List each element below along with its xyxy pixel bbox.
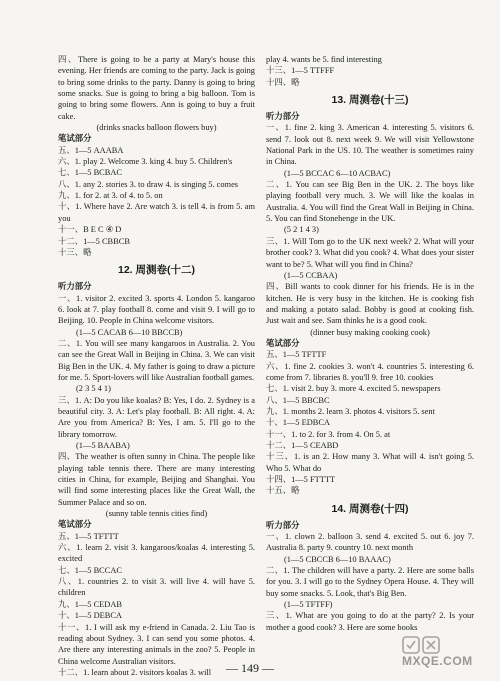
- word-bank-line: (sunny table tennis cities find): [105, 509, 208, 519]
- answer-paragraph: 十三、略: [58, 247, 92, 257]
- answer-paragraph: 九、1. months 2. learn 3. photos 4. visitors 5. sent: [266, 406, 435, 416]
- answer-paragraph: 十一、1. to 2. for 3. from 4. On 5. at: [266, 429, 391, 439]
- answer-paragraph: 七、1—5 BCBAC: [58, 168, 122, 178]
- answer-key-line: (2 3 5 4 1): [76, 384, 111, 394]
- part-heading: 听力部分: [58, 281, 92, 292]
- answer-paragraph: 十、1—5 DEBCA: [58, 611, 122, 621]
- watermark-icon: [402, 636, 442, 654]
- answer-key-line: (1—5 BAABA): [76, 441, 130, 450]
- answer-paragraph: 十五、略: [266, 486, 300, 496]
- answer-paragraph: 五、1—5 AAABA: [58, 145, 124, 155]
- answer-paragraph: 六、1. fine 2. cookies 3. won't 4. countries 5. interesting 6. come from 7. libraries 8. you'll 9. free 10. cookies: [266, 361, 474, 382]
- part-heading: 笔试部分: [266, 337, 300, 348]
- answer-paragraph: 十二、1—5 CEABD: [266, 441, 339, 450]
- answer-key-line: (1—5 BCCAC 6—10 ACBAC): [284, 168, 391, 178]
- answer-paragraph: 一、1. visitor 2. excited 3. sports 4. London 5. kangaroo 6. look at 7. play football 8. come and visit 9. I will go to Beijing. 10. People in China welcome visitors.: [58, 293, 255, 326]
- answer-paragraph: 十三、1. is an 2. How many 3. What will 4. isn't going 5. Who 5. What do: [266, 452, 474, 473]
- answer-paragraph: 五、1—5 TFTTT: [58, 531, 119, 541]
- answer-paragraph: 十四、1—5 FTTTT: [266, 475, 336, 485]
- answer-key-line: (1—5 CBCCB 6—10 BAAAC): [284, 554, 391, 564]
- answer-paragraph: 十三、1—5 TTFFF: [266, 66, 335, 76]
- answer-paragraph: 九、1—5 CEDAB: [58, 599, 122, 609]
- answer-paragraph: 五、1—5 TFTTF: [266, 350, 327, 360]
- answer-key-line: (5 2 1 4 3): [284, 225, 319, 235]
- answer-paragraph: 二、1. The children will have a party. 2. Here are some balls for you. 3. I will go to the Sydney Opera House. 4. They will buy some snacks. 5. Look, that's Big Ben.: [266, 566, 474, 598]
- word-bank-line: (drinks snacks balloon flowers buy): [96, 123, 217, 133]
- answer-paragraph: 三、1. Will Tom go to the UK next week? 2. What will your brother cook? 3. What did you cook? 4. What does your sister want to be? 5. What will you find in China?: [266, 236, 474, 269]
- answer-paragraph: 十一、1. I will ask my e-friend in Canada. 2. Liu Tao is reading about Sydney. 3. I can send you some photos. 4. Are there any interesting animals in the zoo? 5. People in China welcome Australian visitors.: [58, 622, 255, 666]
- left-column: [58, 54, 255, 678]
- answer-paragraph: 六、1. learn 2. visit 3. kangaroos/koalas 4. interesting 5. excited: [58, 543, 255, 564]
- answer-paragraph: 十、1. Where have 2. Are watch 3. is tell 4. is from 5. am you: [58, 202, 255, 223]
- answer-paragraph: 四、There is going to be a party at Mary's house this evening. Her friends are coming to the party. Jack is going to bring some drinks to the party. Danny is going to bring some snacks. Sue is going to bring a big balloon. Tom is going to bring some flowers. Ann is going to buy a fruit cake.: [58, 55, 255, 121]
- word-bank-line: (dinner busy making cooking cook): [310, 327, 430, 337]
- answer-paragraph: 三、1. A: Do you like koalas? B: Yes, I do. 2. Sydney is a beautiful city. 3. A: Let's play football. B: All right. 4. A: Are you from America? B: Yes, I am. 5. I'll go to the library tomorrow.: [58, 395, 255, 439]
- page-number: — 149 —: [226, 661, 274, 675]
- answer-paragraph: 一、1. fine 2. king 3. American 4. interesting 5. visitors 6. send 7. look out 8. next week 9. We will visit Yellowstone National Park in the US. 10. The weather is sometimes rainy in China.: [266, 123, 474, 167]
- answer-paragraph: 一、1. clown 2. balloon 3. send 4. excited 5. out 6. joy 7. Australia 8. party 9. country 10. next month: [266, 532, 474, 553]
- answer-paragraph: 四、Bill wants to cook dinner for his friends. He is in the kitchen. He is very busy in the kitchen. He is cooking fish and making a potato salad. Bobby is good at cooking fish. Just wait and see. Sam thinks he is a good cook.: [266, 282, 474, 326]
- answer-paragraph: 十、1—5 EDBCA: [266, 418, 330, 428]
- answer-paragraph: 十二、1. learn about 2. visitors koalas 3. will: [58, 667, 212, 677]
- answer-paragraph: 七、1. visit 2. buy 3. more 4. excited 5. newspapers: [266, 384, 441, 394]
- answer-paragraph: 四、The weather is often sunny in China. The people like playing table tennis there. There are many interesting cities in China, for example, Beijing and Shanghai. You will find some interesting places like the Great Wall, the Summer Palace and so on.: [58, 452, 255, 507]
- part-heading: 听力部分: [266, 111, 300, 122]
- answer-key-line: (1—5 CACAB 6—10 BBCCB): [76, 327, 183, 337]
- answer-key-line: (1—5 TFTFF): [284, 600, 333, 610]
- part-heading: 听力部分: [266, 519, 300, 530]
- answer-paragraph: 三、1. What are you going to do at the party? 2. Is your mother a good cook? 3. Here are some books: [266, 611, 474, 632]
- answer-paragraph: 二、1. You will see many kangaroos in Australia. 2. You can see the Great Wall in Beijing in China. 3. We can visit Big Ben in the UK. 4. My father is going to draw a picture for me. 5. Sport-lovers will like Australian football games.: [58, 338, 255, 382]
- part-heading: 笔试部分: [58, 519, 92, 530]
- answer-watermark-logo: [402, 636, 494, 676]
- answer-paragraph: 八、1. countries 2. to visit 3. will live 4. will have 5. children: [58, 577, 255, 598]
- part-heading: 笔试部分: [58, 133, 92, 144]
- answer-paragraph: 二、1. You can see Big Ben in the UK. 2. The boys like playing football very much. 3. We will like the koalas in Australia. 4. You will find the Great Wall in Beijing in China. 5. You can find Stonehenge in the UK.: [266, 180, 474, 224]
- answer-key-line: (1—5 CCBAA): [284, 270, 338, 280]
- answer-paragraph: 八、1—5 BBCBC: [266, 395, 330, 405]
- answer-paragraph: 六、1. play 2. Welcome 3. king 4. buy 5. Children's: [58, 157, 233, 167]
- answer-paragraph: 十四、略: [266, 77, 300, 87]
- answer-paragraph: 十二、1—5 CBBCB: [58, 236, 130, 246]
- answer-paragraph: 七、1—5 BCCAC: [58, 565, 122, 575]
- watermark-text: MXQE.COM: [402, 654, 473, 668]
- answer-paragraph: 九、1. for 2. at 3. of 4. to 5. on: [58, 191, 163, 201]
- answer-paragraph: play 4. wants be 5. find interesting: [266, 55, 382, 64]
- section-title: 12. 周测卷(十二): [117, 264, 195, 277]
- section-title: 13. 周测卷(十三): [331, 94, 409, 107]
- answer-paragraph: 八、1. any 2. stories 3. to draw 4. is singing 5. comes: [58, 179, 239, 189]
- answer-paragraph: 十一、B E C ④ D: [58, 225, 122, 235]
- section-title: 14. 周测卷(十四): [331, 502, 409, 515]
- right-column: [266, 54, 474, 633]
